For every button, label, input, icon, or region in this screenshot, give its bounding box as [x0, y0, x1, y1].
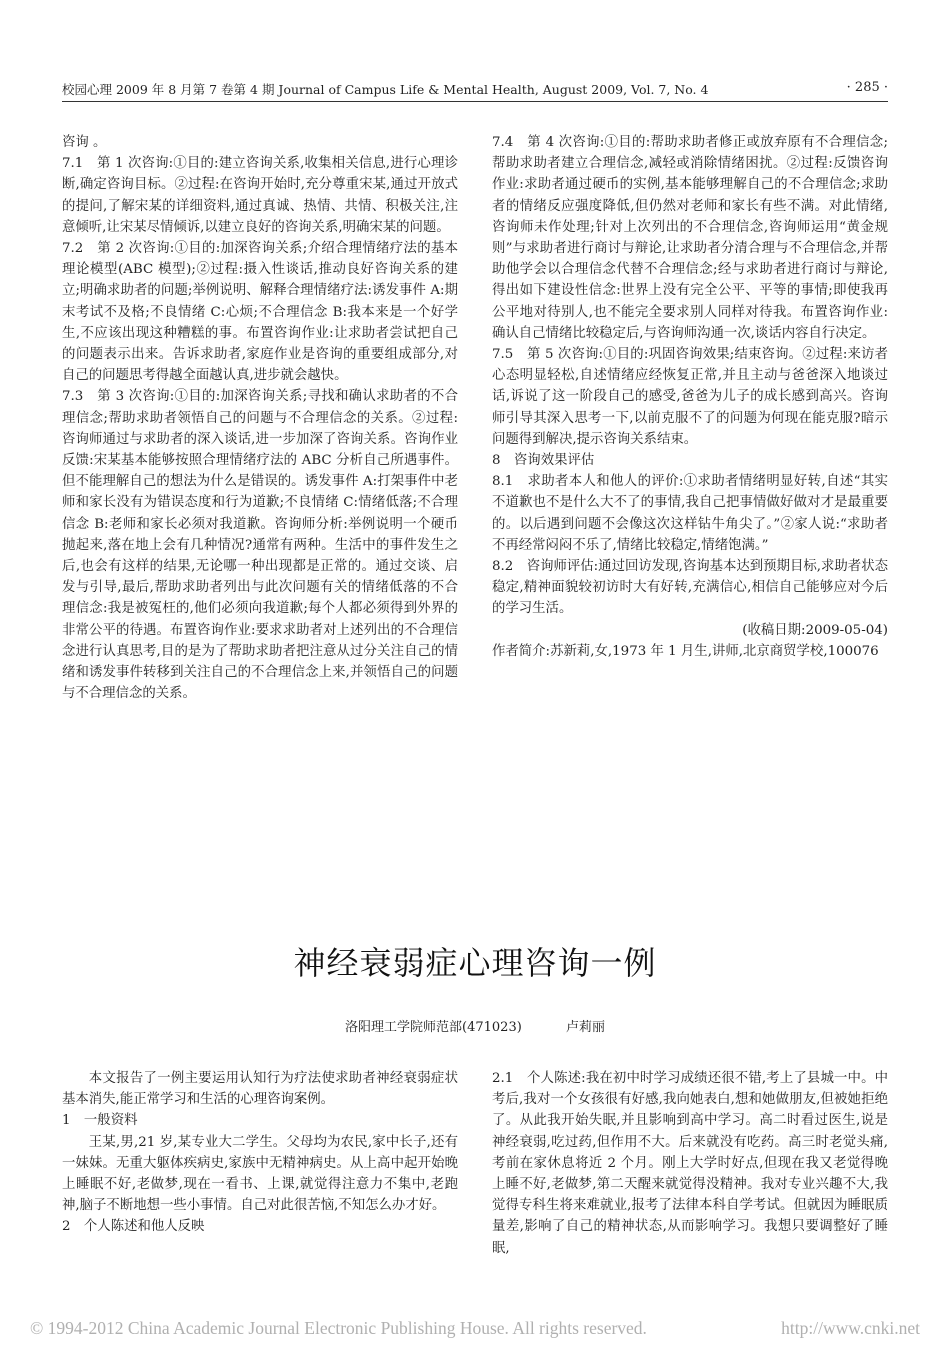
- paragraph: 7.4 第 4 次咨询:①目的:帮助求助者修正或放弃原有不合理信念;帮助求助者建立合理信念,减轻或消除情绪困扰。②过程:反馈咨询作业:求助者通过硬币的实例,基本能够理解自己的不合理信念;求助者的情绪反应强度降低,但仍然对老师和家长有些不满。对此情绪,咨询师未作处理;针对上次列出的不合理信念,咨询师运用“黄金规则”与求助者进行商讨与辩论,让求助者分清合理与不合理信念,并帮助他学会以合理信念代替不合理信念;经与求助者进行商讨与辩论,得出如下建设性信念:世界上没有完全公平、平等的事情;即使我再公平地对待别人,也不能完全要求别人同样对待我。布置咨询作业:确认自己情绪比较稳定后,与咨询师沟通一次,谈话内容自行决定。: [492, 135, 888, 341]
- paragraph: 王某,男,21 岁,某专业大二学生。父母均为农民,家中长子,还有一妹妹。无重大躯体疾病史,家族中无精神病史。从上高中起开始晚上睡眠不好,老做梦,现在一看书、上课,就觉得注意力不集中,老跑神,脑子不断地想一些小事情。自己对此很苦恼,不知怎么办才好。: [62, 1134, 458, 1214]
- section-heading: 1 一般资料: [62, 1113, 138, 1129]
- page-number: · 285 ·: [846, 80, 888, 95]
- header-rule: [62, 101, 888, 102]
- journal-line: 校园心理 2009 年 8 月第 7 卷第 4 期 Journal of Campus Life & Mental Health, August 2009, Vol. 7, No. 4: [62, 82, 709, 97]
- running-header: [62, 80, 888, 102]
- abstract: 本文报告了一例主要运用认知行为疗法使求助者神经衰弱症状基本消失,能正常学习和生活的心理咨询案例。: [62, 1071, 458, 1108]
- article2-left-column: [62, 1068, 458, 1238]
- article-title: 神经衰弱症心理咨询一例: [293, 944, 657, 982]
- article1-right-column: [492, 132, 888, 662]
- article2-right-column: [492, 1068, 888, 1259]
- author-affiliation-line: [0, 1016, 950, 1035]
- paragraph: 咨询 。: [62, 135, 107, 150]
- received-date: (收稿日期:2009-05-04): [742, 622, 888, 638]
- paragraph: 8.1 求助者本人和他人的评价:①求助者情绪明显好转,自述“其实不道歉也不是什么大不了的事情,我自己把事情做好做对才是最重要的。以后遇到问题不会像这次这样钻牛角尖了。”②家人说:“求助者不再经常闷闷不乐了,情绪比较稳定,情绪饱满。”: [492, 474, 888, 553]
- affiliation: 洛阳理工学院师范部(471023): [345, 1020, 522, 1035]
- copyright-footer: [30, 1318, 920, 1338]
- copyright-text: © 1994-2012 China Academic Journal Electronic Publishing House. All rights reserved.: [30, 1318, 647, 1338]
- footer-url[interactable]: http://www.cnki.net: [781, 1318, 920, 1338]
- paragraph: 7.5 第 5 次咨询:①目的:巩固咨询效果;结束咨询。②过程:来访者心态明显轻松,自述情绪应经恢复正常,并且主动与爸爸深入地谈过话,诉说了这一阶段自己的感受,爸爸为儿子的成长感到高兴。咨询师引导其深入思考一下,以前克服不了的问题为何现在能克服?暗示问题得到解决,提示咨询关系结束。: [492, 347, 888, 447]
- author-bio: 作者简介:苏新莉,女,1973 年 1 月生,讲师,北京商贸学校,100076: [492, 643, 879, 659]
- paragraph: 8.2 咨询师评估:通过回访发现,咨询基本达到预期目标,求助者状态稳定,精神面貌较初访时大有好转,充满信心,相信自己能够应对今后的学习生活。: [492, 559, 888, 617]
- section-heading: 2 个人陈述和他人反映: [62, 1219, 205, 1235]
- paragraph: 7.1 第 1 次咨询:①目的:建立咨询关系,收集相关信息,进行心理诊断,确定咨询目标。②过程:在咨询开始时,充分尊重宋某,通过开放式的提问,了解宋某的详细资料,通过真诚、热情、共情、积极关注,注意倾听,让宋某尽情倾诉,以建立良好的咨询关系,明确宋某的问题。: [62, 156, 458, 235]
- paragraph: 7.2 第 2 次咨询:①目的:加深咨询关系;介绍合理情绪疗法的基本理论模型(ABC 模型);②过程:摄入性谈话,推动良好咨询关系的建立;明确求助者的问题;举例说明、解释合理情绪疗法:诱发事件 A:期末考试不及格;不良情绪 C:心烦;不合理信念 B:我本来是一个好学生,不应该出现这种糟糕的事。布置咨询作业:让求助者尝试把自己的问题表示出来。告诉求助者,家庭作业是咨询的重要组成部分,对自己的问题思考得越全面越认真,进步就会越快。: [62, 241, 458, 384]
- section-heading: 8 咨询效果评估: [492, 453, 595, 469]
- paragraph: 7.3 第 3 次咨询:①目的:加深咨询关系;寻找和确认求助者的不合理信念;帮助求助者领悟自己的问题与不合理信念的关系。②过程:咨询师通过与求助者的深入谈话,进一步加深了咨询关系。咨询作业反馈:宋某基本能够按照合理情绪疗法的 ABC 分析自己所遇事件。但不能理解自己的想法为什么是错误的。诱发事件 A:打架事件中老师和家长没有为错误态度和行为道歉;不良情绪 C:情绪低落;不合理信念 B:老师和家长必须对我道歉。咨询师分析:举例说明一个硬币抛起来,落在地上会有几种情况?通常有两种。生活中的事件发生之后,也会有这样的结果,无论哪一种出现都是正常的。通过交谈、启发与引导,最后,帮助求助者列出与此次问题有关的情绪低落的不合理信念:我是被冤枉的,他们必须向我道歉;每个人都必须得到外界的非常公平的待遇。布置咨询作业:要求求助者对上述列出的不合理信念进行认真思考,目的是为了帮助求助者把注意从过分关注自己的情绪和诱发事件转移到关注自己的不合理信念上来,并领悟自己的问题与不合理信念的关系。: [62, 389, 458, 702]
- paragraph: 2.1 个人陈述:我在初中时学习成绩还很不错,考上了县城一中。中考后,我对一个女孩很有好感,我向她表白,想和她做朋友,但被她拒绝了。从此我开始失眠,并且影响到高中学习。高二时看过医生,说是神经衰弱,吃过药,但作用不大。后来就没有吃药。高三时老觉头痛,考前在家休息将近 2 个月。刚上大学时好点,但现在我又老觉得晚上睡不好,老做梦,第二天醒来就觉得没精神。我对专业兴趣不大,我觉得专科生将来难就业,报考了法律本科自学考试。但就因为睡眠质量差,影响了自己的精神状态,从而影响学习。我想只要调整好了睡眠,: [492, 1071, 888, 1256]
- author-name: 卢莉丽: [565, 1020, 605, 1035]
- article1-left-column: [62, 132, 458, 704]
